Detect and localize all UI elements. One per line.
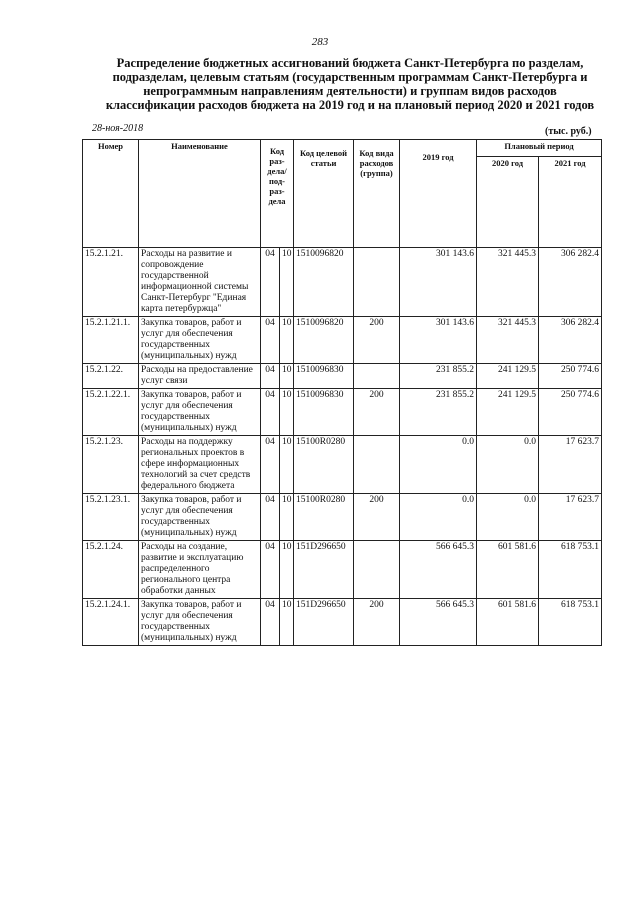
table-row: [83, 389, 602, 436]
row-2020: 601 581.6: [477, 541, 539, 599]
row-2021: 250 774.6: [539, 389, 602, 436]
row-podrazdel: 10: [280, 317, 294, 364]
table-row: [83, 599, 602, 646]
table-row: [83, 317, 602, 364]
row-2019: 231 855.2: [400, 364, 477, 389]
row-vr: [354, 364, 400, 389]
row-razdel: 04: [261, 599, 280, 646]
table-row: [83, 248, 602, 317]
header-2020: 2020 год: [477, 157, 539, 248]
row-vr: 200: [354, 494, 400, 541]
row-razdel: 04: [261, 494, 280, 541]
document-date: 28-ноя-2018: [92, 123, 144, 134]
header-number: Номер: [83, 140, 139, 248]
table-body: [83, 248, 602, 646]
row-number: 15.2.1.21.: [83, 248, 139, 317]
row-name: Закупка товаров, работ и услуг для обеспечения государственных (муниципальных) нужд: [139, 494, 261, 541]
document-title: Распределение бюджетных ассигнований бюджета Санкт-Петербурга по разделам, подразделам, целевым статьям (государственным программам Санкт-Петербурга и непрограммным направлениям деятельности) и группам видов расходов классификации расходов бюджета на 2019 год и на плановый период 2020 и 2021 годов: [105, 56, 595, 112]
row-number: 15.2.1.22.: [83, 364, 139, 389]
row-number: 15.2.1.23.1.: [83, 494, 139, 541]
row-csr: 1510096830: [294, 389, 354, 436]
row-name: Расходы на предоставление услуг связи: [139, 364, 261, 389]
row-2020: 321 445.3: [477, 317, 539, 364]
row-number: 15.2.1.23.: [83, 436, 139, 494]
table-row: [83, 436, 602, 494]
row-razdel: 04: [261, 389, 280, 436]
row-2021: 250 774.6: [539, 364, 602, 389]
row-number: 15.2.1.21.1.: [83, 317, 139, 364]
header-name: Наименование: [139, 140, 261, 248]
row-razdel: 04: [261, 364, 280, 389]
header-2021: 2021 год: [539, 157, 602, 248]
row-2020: 601 581.6: [477, 599, 539, 646]
row-razdel: 04: [261, 436, 280, 494]
row-2020: 0.0: [477, 494, 539, 541]
row-csr: 1510096820: [294, 248, 354, 317]
row-name: Расходы на создание, развитие и эксплуатацию распределенного регионального центра обработки данных: [139, 541, 261, 599]
header-planned-period: Плановый период: [477, 140, 602, 157]
row-2021: 618 753.1: [539, 541, 602, 599]
row-name: Расходы на развитие и сопровождение государственной информационной системы Санкт-Петербург "Единая карта петербуржца": [139, 248, 261, 317]
row-podrazdel: 10: [280, 364, 294, 389]
row-podrazdel: 10: [280, 389, 294, 436]
row-podrazdel: 10: [280, 494, 294, 541]
table-row: [83, 364, 602, 389]
row-2021: 17 623.7: [539, 436, 602, 494]
row-2019: 566 645.3: [400, 541, 477, 599]
row-csr: 15100R0280: [294, 436, 354, 494]
row-vr: 200: [354, 317, 400, 364]
row-name: Закупка товаров, работ и услуг для обеспечения государственных (муниципальных) нужд: [139, 317, 261, 364]
row-2021: 17 623.7: [539, 494, 602, 541]
row-vr: 200: [354, 389, 400, 436]
row-2019: 566 645.3: [400, 599, 477, 646]
row-2019: 0.0: [400, 494, 477, 541]
row-vr: [354, 248, 400, 317]
row-2020: 321 445.3: [477, 248, 539, 317]
row-razdel: 04: [261, 541, 280, 599]
units-label: (тыс. руб.): [545, 126, 592, 137]
row-number: 15.2.1.22.1.: [83, 389, 139, 436]
row-2021: 306 282.4: [539, 317, 602, 364]
row-podrazdel: 10: [280, 541, 294, 599]
row-podrazdel: 10: [280, 436, 294, 494]
row-podrazdel: 10: [280, 248, 294, 317]
budget-table: [82, 139, 602, 646]
row-2020: 241 129.5: [477, 364, 539, 389]
row-csr: 151D296650: [294, 541, 354, 599]
row-number: 15.2.1.24.: [83, 541, 139, 599]
header-vr: Код вида расходов (группа): [354, 140, 400, 248]
row-vr: [354, 541, 400, 599]
row-2020: 0.0: [477, 436, 539, 494]
row-csr: 15100R0280: [294, 494, 354, 541]
row-vr: 200: [354, 599, 400, 646]
table-row: [83, 541, 602, 599]
page-number: 283: [311, 36, 329, 48]
row-2019: 301 143.6: [400, 248, 477, 317]
row-csr: 1510096830: [294, 364, 354, 389]
row-number: 15.2.1.24.1.: [83, 599, 139, 646]
header-csr: Код целевой статьи: [294, 140, 354, 248]
row-name: Закупка товаров, работ и услуг для обеспечения государственных (муниципальных) нужд: [139, 599, 261, 646]
header-2019: 2019 год: [400, 140, 477, 248]
row-2019: 301 143.6: [400, 317, 477, 364]
row-2020: 241 129.5: [477, 389, 539, 436]
row-2021: 306 282.4: [539, 248, 602, 317]
row-razdel: 04: [261, 248, 280, 317]
row-2019: 231 855.2: [400, 389, 477, 436]
row-razdel: 04: [261, 317, 280, 364]
row-name: Закупка товаров, работ и услуг для обеспечения государственных (муниципальных) нужд: [139, 389, 261, 436]
row-2019: 0.0: [400, 436, 477, 494]
row-csr: 151D296650: [294, 599, 354, 646]
row-2021: 618 753.1: [539, 599, 602, 646]
row-name: Расходы на поддержку региональных проектов в сфере информационных технологий за счет средств федерального бюджета: [139, 436, 261, 494]
table-row: [83, 494, 602, 541]
table-header-row: [83, 140, 602, 157]
row-vr: [354, 436, 400, 494]
row-csr: 1510096820: [294, 317, 354, 364]
row-podrazdel: 10: [280, 599, 294, 646]
header-razdel: Код раз-дела/ под-раз-дела: [261, 140, 294, 248]
